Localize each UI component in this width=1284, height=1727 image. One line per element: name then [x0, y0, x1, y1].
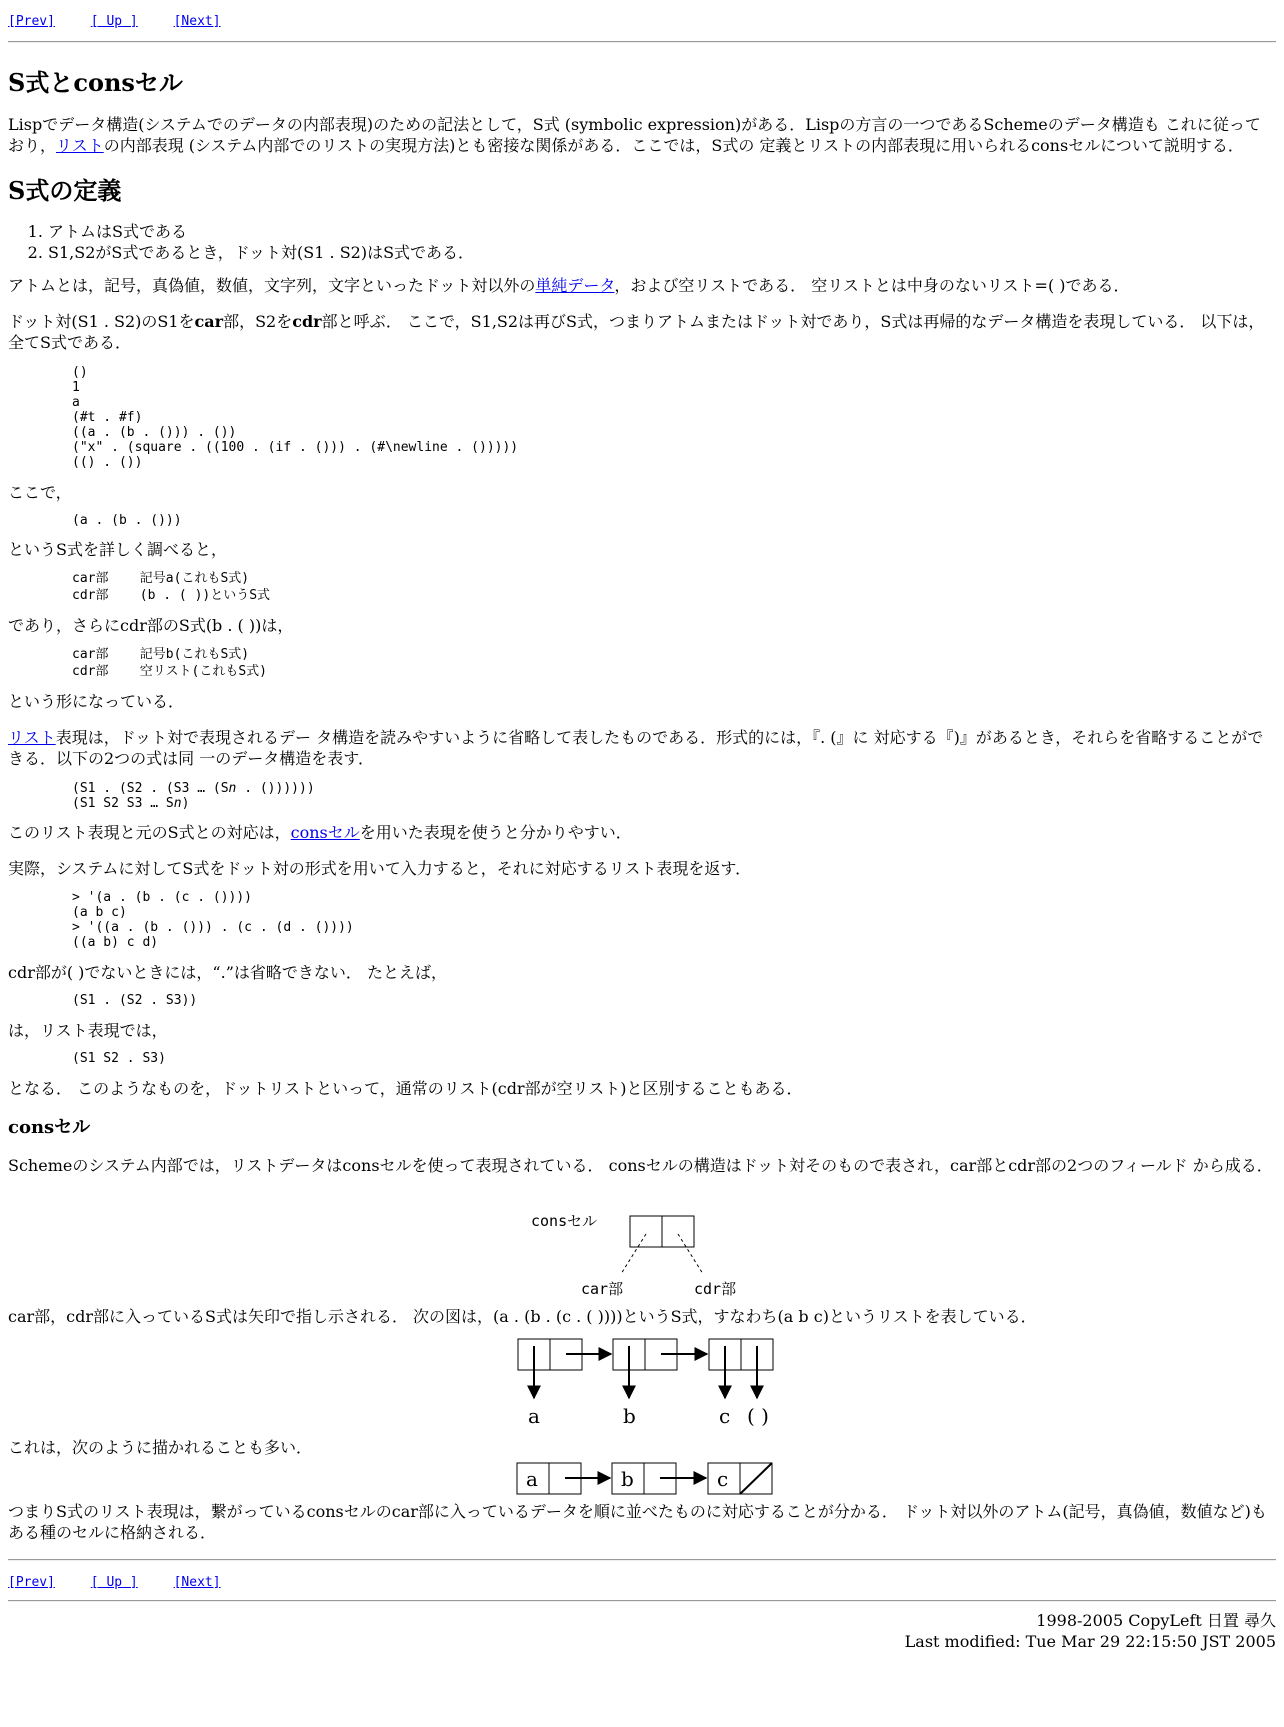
- actual-paragraph: 実際，システムに対してS式をドット対の形式を用いて入力すると，それに対応するリスト表現を返す．: [8, 859, 752, 878]
- atom-a: a: [528, 1404, 540, 1428]
- definition-item: 1. アトムはS式である: [48, 221, 1276, 242]
- alternate-paragraph: これは，次のように描かれることも多い．: [8, 1438, 313, 1457]
- top-divider: [8, 41, 1276, 43]
- cons-heading: consセル: [8, 1117, 91, 1138]
- up-link-bottom[interactable]: [ Up ]: [90, 1575, 138, 1590]
- cons-paragraph: Schemeのシステム内部では，リストデータはconsセルを使って表現されている． consセルの構造はドット対そのもので表され，car部とcdr部の2つのフィールド から成る．: [8, 1156, 1273, 1175]
- examine-text: というS式を詳しく調べると，: [8, 540, 227, 559]
- footer: [8, 1610, 1276, 1652]
- list-link-2[interactable]: リスト: [8, 728, 56, 747]
- intro-paragraph: Lispでデータ構造(システムでのデータの内部表現)のための記法として，S式 (symbolic expression)がある．Lispの方言の一つであるSchemeのデータ構造も これに従っており，リストの内部表現 (システム内部でのリストの実現方法)とも密接な関係がある．ここでは，S式の 定義とリストの内部表現に用いられるconsセルについて説明する．: [8, 115, 1261, 155]
- cons-cell-link[interactable]: consセル: [290, 823, 360, 842]
- dotted-list-code: (S1 S2 . S3): [72, 1051, 166, 1066]
- next-link[interactable]: [Next]: [173, 14, 221, 29]
- repl-example: > '(a . (b . (c . ()))) (a b c) > '((a . (b . ())) . (c . (d . ()))) ((a b) c d): [72, 890, 354, 950]
- box-a: a: [526, 1467, 538, 1491]
- s-expression-examples: () 1 a (#t . #f) ((a . (b . ())) . ()) ("x" . (square . ((100 . (if . ())) . (#\newline . ())))) (() . ()): [72, 365, 519, 470]
- cons-cell-label: consセル: [531, 1212, 598, 1230]
- atom-c: c: [719, 1404, 731, 1428]
- copyright: 1998-2005 CopyLeft 日置 尋久: [1036, 1611, 1276, 1630]
- definition-list: [8, 221, 1276, 263]
- dotted-list-paragraph: となる． このようなものを，ドットリストといって，通常のリスト(cdr部が空リスト)と区別することもある．: [8, 1079, 803, 1098]
- prev-link[interactable]: [Prev]: [8, 14, 55, 29]
- last-modified: Last modified: Tue Mar 29 22:15:50 JST 2005: [904, 1632, 1276, 1651]
- list-link[interactable]: リスト: [56, 136, 104, 155]
- code-example: (a . (b . ())): [72, 513, 182, 528]
- atom-b: b: [623, 1404, 636, 1428]
- correspondence-paragraph: このリスト表現と元のS式との対応は，consセルを用いた表現を使うと分かりやすい．: [8, 823, 632, 842]
- arrow-paragraph: car部，cdr部に入っているS式は矢印で指し示される． 次の図は，(a . (b . (c . ( ))))というS式，すなわち(a b c)というリストを表している．: [8, 1307, 1037, 1326]
- car-cdr-table: car部 記号a(これもS式) cdr部 (b . ( ))というS式: [72, 571, 271, 603]
- list-form-text: は，リスト表現では，: [8, 1021, 168, 1040]
- next-link-bottom[interactable]: [Next]: [173, 1575, 221, 1590]
- car-label: car部: [581, 1280, 624, 1298]
- dot-pair-paragraph: ドット対(S1 . S2)のS1をcar部，S2をcdr部と呼ぶ． ここで，S1,S2は再びS式，つまりアトムまたはドット対であり，S式は再帰的なデータ構造を表現している． 以下は，全てS式である．: [8, 312, 1265, 352]
- up-link[interactable]: [ Up ]: [90, 14, 138, 29]
- car-cdr-table-2: car部 記号b(これもS式) cdr部 空リスト(これもS式): [72, 647, 268, 679]
- empty-list: ( ): [747, 1404, 769, 1428]
- form-text: という形になっている．: [8, 692, 185, 711]
- bottom-nav: [8, 1561, 1276, 1600]
- dotted-code: (S1 . (S2 . S3)): [72, 993, 198, 1008]
- atom-paragraph: アトムとは，記号，真偽値，数値，文字列，文字といったドット対以外の単純データ，および空リストである． 空リストとは中身のないリスト=( )である．: [8, 276, 1130, 295]
- definition-heading: S式の定義: [8, 176, 122, 205]
- definition-item: 2. S1,S2がS式であるとき，ドット対(S1 . S2)はS式である．: [48, 242, 1276, 263]
- box-c: c: [717, 1467, 729, 1491]
- box-b: b: [621, 1467, 634, 1491]
- footer-divider: [8, 1600, 1276, 1602]
- prev-link-bottom[interactable]: [Prev]: [8, 1575, 55, 1590]
- page-title: S式とconsセル: [8, 68, 183, 97]
- cdr-label: cdr部: [694, 1280, 737, 1298]
- list-representation-paragraph: リスト表現は，ドット対で表現されるデー タ構造を読みやすいように省略して表したものである．形式的には，『. (』に 対応する『)』があるとき，それらを省略することができる．以下の2つの式は同 一のデータ構造を表す．: [8, 728, 1264, 768]
- top-nav: [8, 0, 1276, 35]
- cons-cell-figure: [8, 1182, 1276, 1300]
- list-cells-figure: [8, 1335, 1276, 1431]
- box-list-figure: [8, 1461, 1276, 1497]
- simple-data-link[interactable]: 単純データ: [535, 276, 615, 295]
- further-text: であり，さらにcdr部のS式(b . ( ))は，: [8, 616, 294, 635]
- summary-paragraph: つまりS式のリスト表現は，繋がっているconsセルのcar部に入っているデータを順に並べたものに対応することが分かる． ドット対以外のアトム(記号，真偽値，数値など)もある種のセルに格納される．: [8, 1502, 1267, 1542]
- here-text: ここで，: [8, 483, 72, 502]
- equivalent-forms: (S1 . (S2 . (S3 … (Sn . ()))))) (S1 S2 S3 … Sn): [72, 781, 315, 811]
- cdr-not-empty-paragraph: cdr部が( )でないときには，“.”は省略できない． たとえば，: [8, 963, 447, 982]
